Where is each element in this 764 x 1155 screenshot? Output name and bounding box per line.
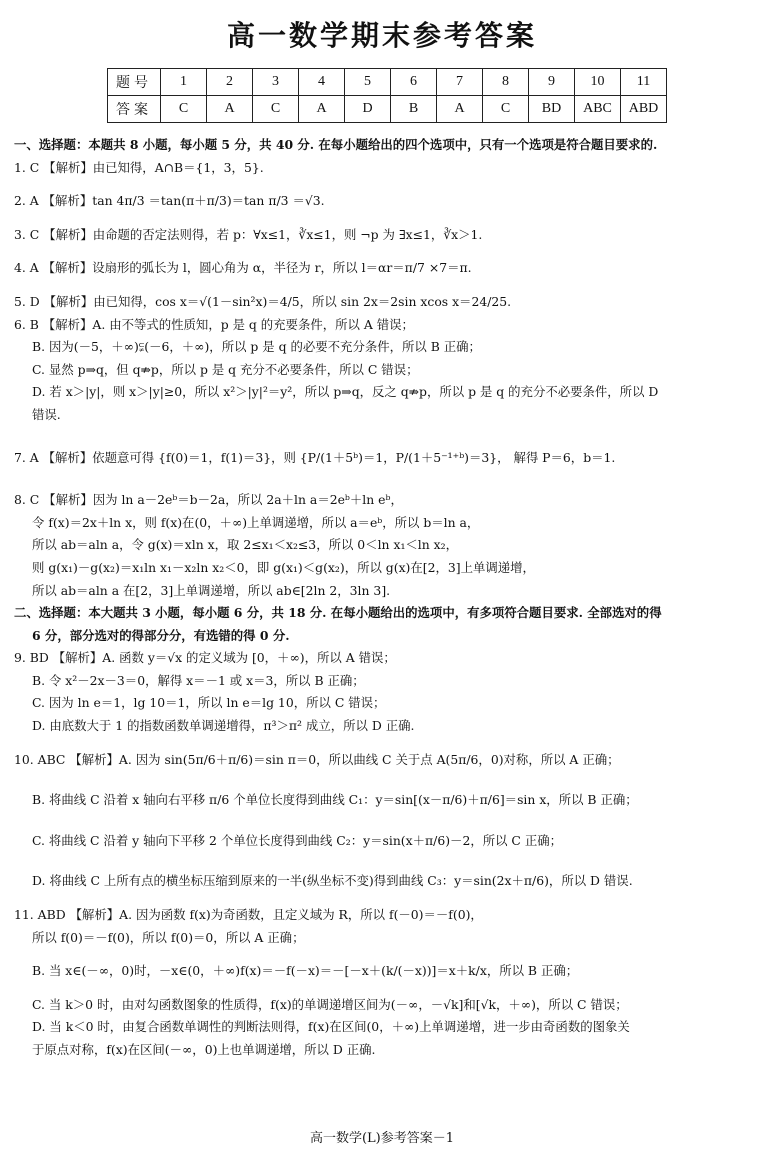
answer-table [107,68,667,123]
solutions-body [14,134,754,1062]
solution-line: 11. ABD 【解析】A. 因为函数 f(x)为奇函数，且定义域为 R，所以 f(－0)＝－f(0)， [14,907,483,923]
solution-line: 8. C 【解析】因为 ln a－2eᵇ＝b－2a，所以 2a＋ln a＝2eᵇ＋ln eᵇ， [14,492,403,508]
solution-line: D. 将曲线 C 上所有点的横坐标压缩到原来的一半(纵坐标不变)得到曲线 C₃：y＝sin(2x＋π/6)，所以 D 错误. [32,873,633,889]
solution-line: 5. D 【解析】由已知得，cos x＝√(1－sin²x)＝4/5，所以 sin 2x＝2sin xcos x＝24/25. [14,293,512,309]
answer-cell: ABC [575,96,621,123]
solution-line: D. 若 x＞|y|，则 x＞|y|≥0，所以 x²＞|y|²＝y²，所以 p⇒q，反之 q⇏p，所以 p 是 q 的充分不必要条件，所以 D [32,384,659,400]
page-title: 高一数学期末参考答案 [226,19,537,52]
solution-line: D. 由底数大于 1 的指数函数单调递增得，π³＞π² 成立，所以 D 正确. [32,718,415,734]
question-number: 2 [207,69,253,96]
answer-cell: C [253,96,299,123]
section-heading: 一、选择题：本题共 8 小题，每小题 5 分，共 40 分. 在每小题给出的四个选项中，只有一个选项是符合题目要求的. [14,137,658,152]
section-heading: 二、选择题：本大题共 3 小题，每小题 6 分，共 18 分. 在每小题给出的选项中，有多项符合题目要求. 全部选对的得 [14,605,662,621]
solution-line: 所以 ab＝aln a，令 g(x)＝xln x，取 2≤x₁＜x₂≤3，所以 0＜ln x₁＜ln x₂， [32,537,459,553]
answer-cell: A [207,96,253,123]
solution-line: B. 令 x²－2x－3＝0，解得 x＝－1 或 x＝3，所以 B 正确； [32,672,365,688]
solution-line: C. 因为 ln e＝1，lg 10＝1，所以 ln e＝lg 10，所以 C 错误； [32,695,386,711]
solution-line: 4. A 【解析】设扇形的弧长为 l，圆心角为 α，半径为 r，所以 l＝αr＝π/7 ×7＝π. [14,260,472,276]
answer-cell: A [437,96,483,123]
answer-cell: C [161,96,207,123]
question-number: 5 [345,69,391,96]
question-number: 9 [529,69,575,96]
question-number: 8 [483,69,529,96]
question-number: 10 [575,69,621,96]
section-heading: 6 分，部分选对的得部分分，有选错的得 0 分. [32,627,290,643]
solution-line: C. 将曲线 C 沿着 y 轴向下平移 2 个单位长度得到曲线 C₂：y＝sin(x＋π/6)－2，所以 C 正确； [32,832,563,848]
answer-cell: B [391,96,437,123]
solution-line: 2. A 【解析】tan 4π/3 ＝tan(π＋π/3)＝tan π/3 ＝√3. [14,193,325,209]
answer-table-number-row [108,69,667,96]
solution-line: 6. B 【解析】A. 由不等式的性质知，p 是 q 的充要条件，所以 A 错误； [14,316,414,332]
solution-line: C. 当 k＞0 时，由对勾函数图象的性质得，f(x)的单调递增区间为(－∞，－√k]和[√k，＋∞)，所以 C 错误； [32,996,628,1012]
answer-cell: ABD [621,96,667,123]
solution-line: 1. C 【解析】由已知得，A∩B＝{1，3，5}. [14,159,264,175]
answer-cell: BD [529,96,575,123]
solution-line: 所以 f(0)＝－f(0)，所以 f(0)＝0，所以 A 正确； [32,929,305,945]
answer-cell: A [299,96,345,123]
answer-cell: C [483,96,529,123]
question-number: 7 [437,69,483,96]
solution-line: 所以 ab＝aln a 在[2，3]上单调递增，所以 ab∈[2ln 2，3ln 3]. [32,582,391,598]
question-number: 11 [621,69,667,96]
question-number: 6 [391,69,437,96]
solution-line: 10. ABC 【解析】A. 因为 sin(5π/6＋π/6)＝sin π＝0，所以曲线 C 关于点 A(5π/6，0)对称，所以 A 正确； [14,751,620,767]
solution-line: 3. C 【解析】由命题的否定法则得，若 p：∀x≤1，∛x≤1，则 ¬p 为 ∃x≤1，∛x＞1. [14,226,483,242]
page-footer: 高一数学(L)参考答案－1 [309,1131,455,1146]
solution-line: 令 f(x)＝2x＋ln x，则 f(x)在(0，＋∞)上单调递增，所以 a＝eᵇ，所以 b＝ln a， [32,514,480,530]
question-number: 4 [299,69,345,96]
solution-line: 9. BD 【解析】A. 函数 y＝√x 的定义域为 [0，＋∞)，所以 A 错误； [14,650,396,666]
solution-line: D. 当 k＜0 时，由复合函数单调性的判断法则得，f(x)在区间(0，＋∞)上单调递增，进一步由奇函数的图象关 [32,1019,630,1035]
solution-line: B. 将曲线 C 沿着 x 轴向右平移 π/6 个单位长度得到曲线 C₁：y＝sin[(x－π/6)＋π/6]＝sin x，所以 B 正确； [32,792,638,808]
solution-line: C. 显然 p⇒q，但 q⇏p，所以 p 是 q 充分不必要条件，所以 C 错误； [32,361,419,377]
question-number: 3 [253,69,299,96]
row-label-number: 题号 [108,69,161,96]
solution-line: 于原点对称，f(x)在区间(－∞，0)上也单调递增，所以 D 正确. [32,1042,376,1057]
solution-line: B. 当 x∈(－∞，0)时，－x∈(0，＋∞)f(x)＝－f(－x)＝－[－x＋(k/(－x))]＝x＋k/x，所以 B 正确； [32,963,579,979]
solution-line: 则 g(x₁)－g(x₂)＝x₁ln x₁－x₂ln x₂＜0，即 g(x₁)＜g(x₂)，所以 g(x)在[2，3]上单调递增， [32,559,535,575]
solution-line: B. 因为(－5，＋∞)⫋(－6，＋∞)，所以 p 是 q 的必要不充分条件，所以 B 正确； [32,339,481,355]
answer-cell: D [345,96,391,123]
row-label-answer: 答案 [108,96,161,123]
question-number: 1 [161,69,207,96]
solution-line: 7. A 【解析】依题意可得 {f(0)＝1，f(1)＝3}，则 {P/(1＋5ᵇ)＝1，P/(1＋5⁻¹⁺ᵇ)＝3}， 解得 P＝6，b＝1. [14,449,616,465]
answer-table-answer-row [108,96,667,123]
solution-line: 错误. [32,406,61,422]
